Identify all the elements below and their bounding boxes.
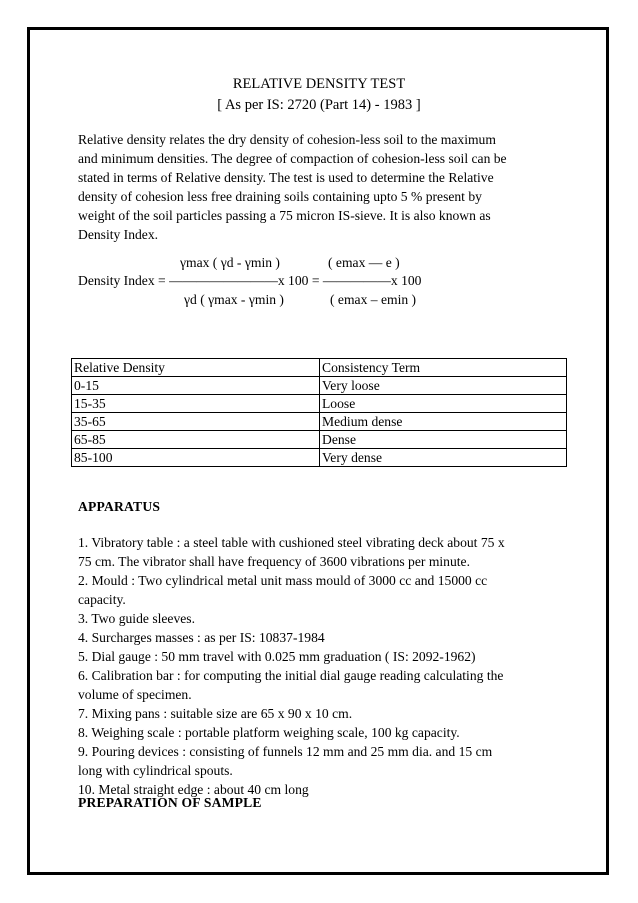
table-cell: 65-85 (72, 431, 320, 449)
table-cell: Dense (320, 431, 567, 449)
list-item: long with cylindrical spouts. (78, 763, 233, 778)
list-item: volume of specimen. (78, 687, 192, 702)
header-relative-density: Relative Density (72, 359, 320, 377)
formula-denominator-e: ( emax – emin ) (330, 292, 417, 307)
list-item: 8. Weighing scale : portable platform weighing scale, 100 kg capacity. (78, 725, 460, 740)
preparation-heading: PREPARATION OF SAMPLE (78, 795, 262, 810)
page-title: RELATIVE DENSITY TEST (232, 76, 406, 92)
table-cell: Very dense (320, 449, 567, 467)
table-cell: 0-15 (72, 377, 320, 395)
list-item: 4. Surcharges masses : as per IS: 10837-1984 (78, 630, 325, 645)
table-cell: 35-65 (72, 413, 320, 431)
density-index-formula (0, 254, 638, 314)
table-row (72, 413, 567, 431)
table-cell: Loose (320, 395, 567, 413)
table-cell: Very loose (320, 377, 567, 395)
list-item: 10. Metal straight edge : about 40 cm long (78, 782, 309, 797)
table-row (72, 449, 567, 467)
table-row (72, 431, 567, 449)
list-item: 6. Calibration bar : for computing the initial dial gauge reading calculating the (78, 668, 504, 683)
table-cell: Medium dense (320, 413, 567, 431)
relative-density-table (71, 358, 567, 467)
intro-line: density of cohesion less free draining soils containing upto 5 % present by (78, 189, 482, 204)
apparatus-list (78, 533, 578, 799)
list-item: 9. Pouring devices : consisting of funnels 12 mm and 25 mm dia. and 15 cm (78, 744, 493, 759)
formula-label: Density Index = ————————x 100 = —————x 100 (78, 273, 422, 288)
intro-paragraph (78, 130, 573, 244)
formula-numerator-e: ( emax — e ) (328, 255, 400, 270)
intro-line: Relative density relates the dry density of cohesion-less soil to the maximum (78, 132, 496, 147)
table-cell: 15-35 (72, 395, 320, 413)
page-subtitle: [ As per IS: 2720 (Part 14) - 1983 ] (217, 97, 421, 113)
apparatus-heading: APPARATUS (78, 499, 161, 514)
formula-denominator-gamma: γd ( γmax - γmin ) (184, 292, 284, 307)
table-cell: 85-100 (72, 449, 320, 467)
list-item: 5. Dial gauge : 50 mm travel with 0.025 mm graduation ( IS: 2092-1962) (78, 649, 476, 664)
table-header-row (72, 359, 567, 377)
list-item: 3. Two guide sleeves. (78, 611, 195, 626)
list-item: 75 cm. The vibrator shall have frequency of 3600 vibrations per minute. (78, 554, 470, 569)
intro-line: Density Index. (78, 227, 159, 242)
table-row (72, 377, 567, 395)
list-item: capacity. (78, 592, 126, 607)
formula-numerator-gamma: γmax ( γd - γmin ) (180, 255, 280, 270)
header-consistency-term: Consistency Term (320, 359, 567, 377)
intro-line: stated in terms of Relative density. The test is used to determine the Relative (78, 170, 494, 185)
intro-line: weight of the soil particles passing a 75 micron IS-sieve. It is also known as (78, 208, 491, 223)
list-item: 2. Mould : Two cylindrical metal unit mass mould of 3000 cc and 15000 cc (78, 573, 488, 588)
list-item: 7. Mixing pans : suitable size are 65 x 90 x 10 cm. (78, 706, 353, 721)
list-item: 1. Vibratory table : a steel table with cushioned steel vibrating deck about 75 x (78, 535, 505, 550)
table-row (72, 395, 567, 413)
intro-line: and minimum densities. The degree of compaction of cohesion-less soil can be (78, 151, 507, 166)
